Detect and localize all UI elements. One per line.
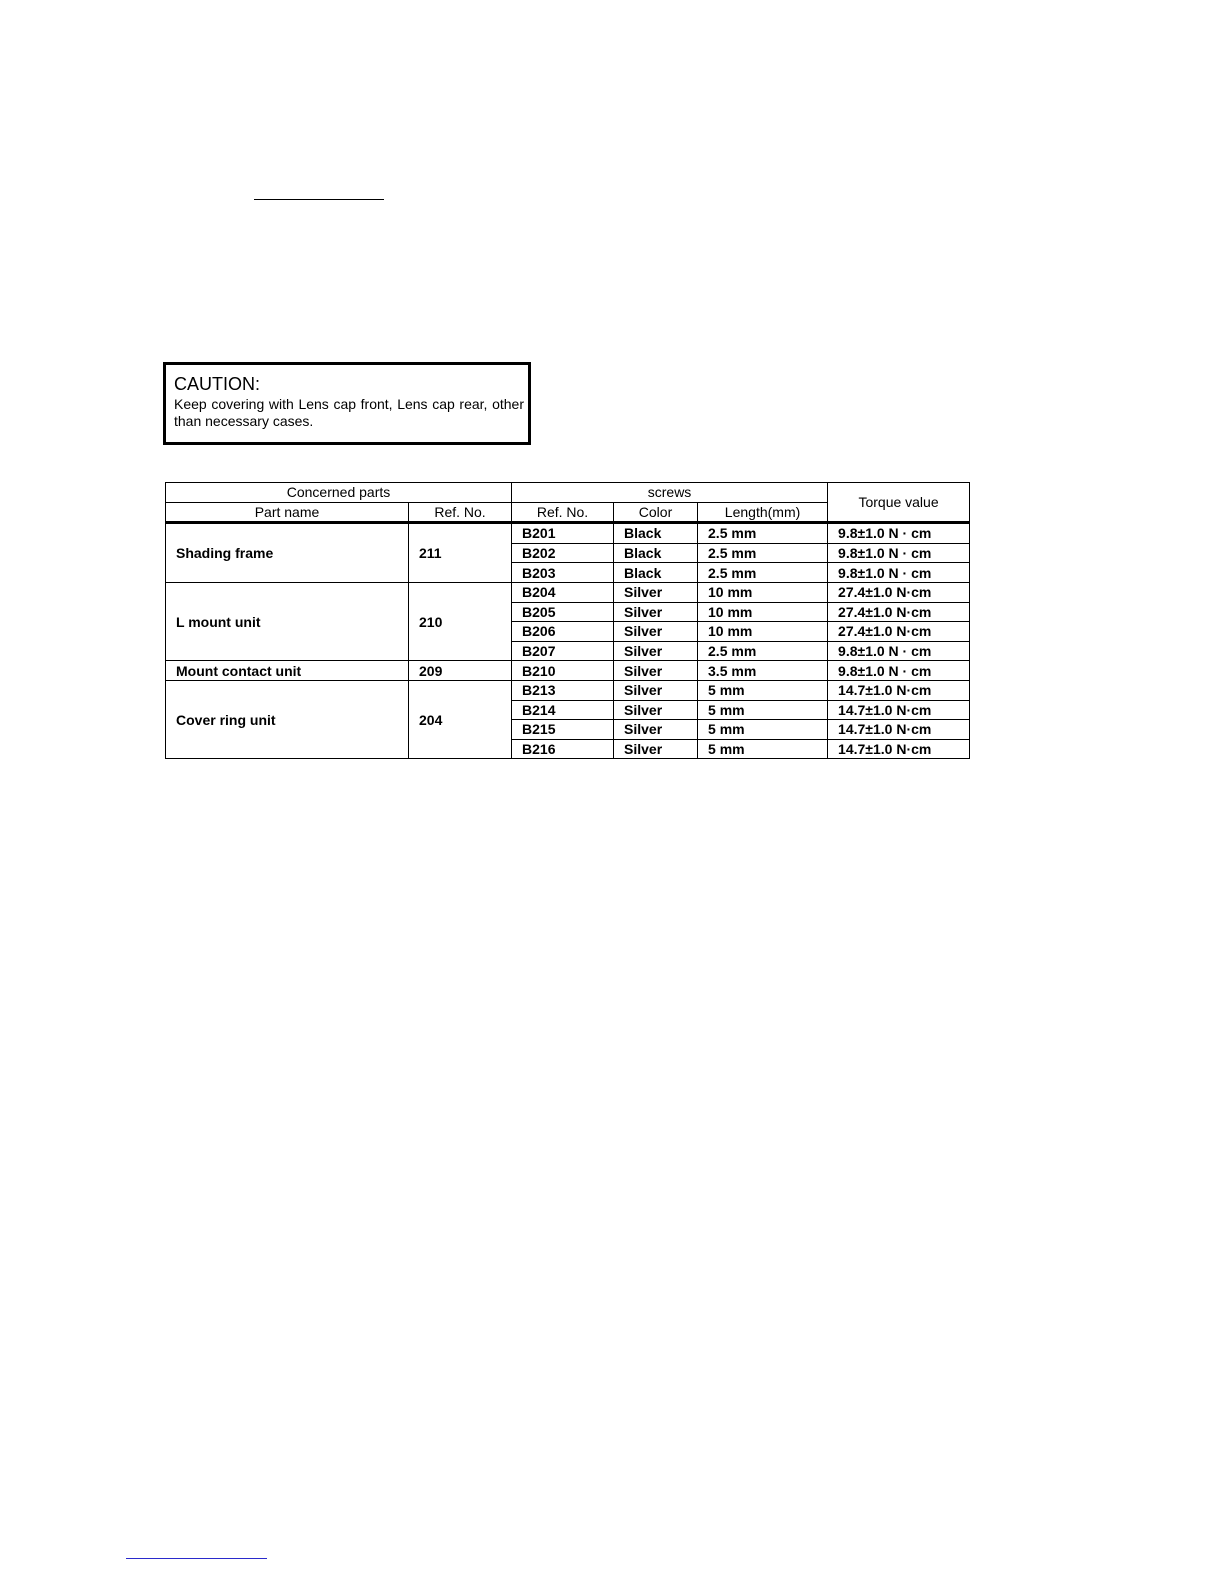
screw-color-cell: Black — [614, 543, 698, 563]
header-torque-value: Torque value — [828, 483, 970, 523]
screw-length-cell: 2.5 mm — [698, 641, 828, 661]
table-header-row-1 — [166, 483, 970, 503]
screw-torque-table — [165, 482, 970, 759]
screw-length-cell: 2.5 mm — [698, 523, 828, 544]
header-concerned-parts: Concerned parts — [166, 483, 512, 503]
screw-length-cell: 2.5 mm — [698, 543, 828, 563]
torque-value-cell: 14.7±1.0 N·cm — [828, 739, 970, 759]
header-length: Length(mm) — [698, 502, 828, 523]
table-row — [166, 680, 970, 700]
screw-ref-cell: B213 — [512, 680, 614, 700]
part-ref-cell: 210 — [409, 582, 512, 660]
table-row — [166, 582, 970, 602]
header-part-ref: Ref. No. — [409, 502, 512, 523]
screw-color-cell: Silver — [614, 720, 698, 740]
torque-value-cell: 9.8±1.0 N · cm — [828, 523, 970, 544]
torque-value-cell: 9.8±1.0 N · cm — [828, 641, 970, 661]
header-color: Color — [614, 502, 698, 523]
screw-color-cell: Silver — [614, 661, 698, 681]
part-name-cell: L mount unit — [166, 582, 409, 660]
header-part-name: Part name — [166, 502, 409, 523]
torque-value-cell: 14.7±1.0 N·cm — [828, 720, 970, 740]
torque-value-cell: 27.4±1.0 N·cm — [828, 582, 970, 602]
screw-color-cell: Silver — [614, 641, 698, 661]
screw-ref-cell: B207 — [512, 641, 614, 661]
screw-ref-cell: B205 — [512, 602, 614, 622]
screw-color-cell: Silver — [614, 700, 698, 720]
caution-title: CAUTION: — [174, 374, 261, 394]
part-ref-cell: 209 — [409, 661, 512, 681]
screw-ref-cell: B201 — [512, 523, 614, 544]
screw-ref-cell: B215 — [512, 720, 614, 740]
screw-ref-cell: B206 — [512, 622, 614, 642]
torque-value-cell: 27.4±1.0 N·cm — [828, 622, 970, 642]
screw-ref-cell: B202 — [512, 543, 614, 563]
torque-value-cell: 9.8±1.0 N · cm — [828, 661, 970, 681]
screw-ref-cell: B216 — [512, 739, 614, 759]
screw-ref-cell: B204 — [512, 582, 614, 602]
caution-box — [163, 362, 531, 445]
part-name-cell: Cover ring unit — [166, 680, 409, 758]
screw-length-cell: 5 mm — [698, 700, 828, 720]
torque-value-cell: 9.8±1.0 N · cm — [828, 543, 970, 563]
part-ref-cell: 204 — [409, 680, 512, 758]
screw-length-cell: 2.5 mm — [698, 563, 828, 583]
screw-ref-cell: B214 — [512, 700, 614, 720]
header-screw-ref: Ref. No. — [512, 502, 614, 523]
screw-length-cell: 5 mm — [698, 680, 828, 700]
torque-value-cell: 9.8±1.0 N · cm — [828, 563, 970, 583]
screw-length-cell: 10 mm — [698, 622, 828, 642]
screw-color-cell: Silver — [614, 739, 698, 759]
top-rule — [254, 199, 384, 200]
screw-color-cell: Black — [614, 563, 698, 583]
part-name-cell: Mount contact unit — [166, 661, 409, 681]
part-ref-cell: 211 — [409, 523, 512, 583]
torque-value-cell: 14.7±1.0 N·cm — [828, 680, 970, 700]
header-screws: screws — [512, 483, 828, 503]
screw-ref-cell: B210 — [512, 661, 614, 681]
screw-color-cell: Black — [614, 523, 698, 544]
screw-length-cell: 5 mm — [698, 739, 828, 759]
table-row — [166, 523, 970, 544]
screw-length-cell: 3.5 mm — [698, 661, 828, 681]
screw-color-cell: Silver — [614, 622, 698, 642]
screw-color-cell: Silver — [614, 680, 698, 700]
torque-value-cell: 27.4±1.0 N·cm — [828, 602, 970, 622]
screw-length-cell: 10 mm — [698, 602, 828, 622]
screw-color-cell: Silver — [614, 602, 698, 622]
caution-text: Keep covering with Lens cap front, Lens cap rear, other than necessary cases. — [174, 396, 524, 429]
screw-length-cell: 10 mm — [698, 582, 828, 602]
screw-color-cell: Silver — [614, 582, 698, 602]
table-row — [166, 661, 970, 681]
table-body — [166, 523, 970, 759]
torque-value-cell: 14.7±1.0 N·cm — [828, 700, 970, 720]
screw-length-cell: 5 mm — [698, 720, 828, 740]
screw-ref-cell: B203 — [512, 563, 614, 583]
bottom-link-rule — [126, 1558, 267, 1559]
part-name-cell: Shading frame — [166, 523, 409, 583]
